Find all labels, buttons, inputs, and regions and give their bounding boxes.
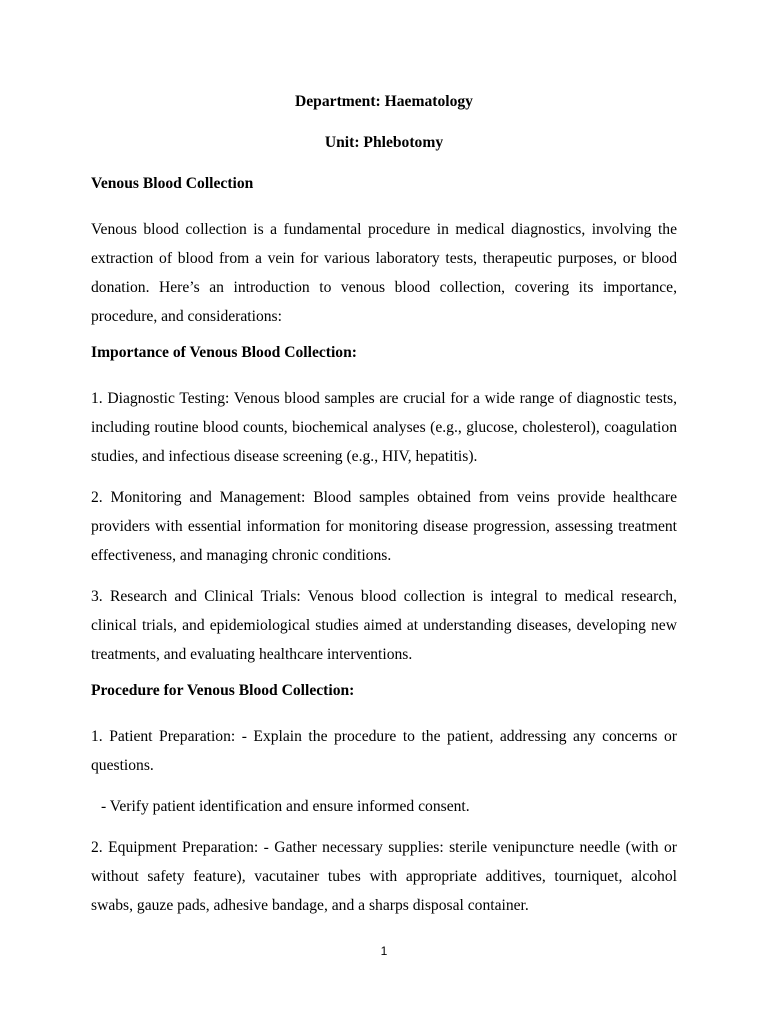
importance-item-research: 3. Research and Clinical Trials: Venous blood collection is integral to medical research, clinical trials, and epidemiological studies aimed at understanding diseases, developing new treatments, and evaluating healthcare interventions.: [91, 588, 677, 663]
procedure-item-verify-identification: - Verify patient identification and ensure informed consent.: [101, 798, 470, 815]
department-heading: Department: Haematology: [295, 93, 473, 110]
unit-heading: Unit: Phlebotomy: [324, 134, 444, 151]
procedure-heading: Procedure for Venous Blood Collection:: [91, 682, 355, 699]
intro-paragraph: Venous blood collection is a fundamental procedure in medical diagnostics, involving the extraction of blood from a vein for various laboratory tests, therapeutic purposes, or blood donation. Here’s an introduction to venous blood collection, covering its importance, procedure, and considerations:: [91, 221, 677, 325]
procedure-item-equipment-preparation: 2. Equipment Preparation: - Gather necessary supplies: sterile venipuncture needle (with or without safety feature), vacutainer tubes with appropriate additives, tourniquet, alcohol swabs, gauze pads, adhesive bandage, and a sharps disposal container.: [91, 839, 677, 914]
document-body: [91, 92, 677, 932]
importance-heading: Importance of Venous Blood Collection:: [91, 344, 357, 361]
importance-item-monitoring: 2. Monitoring and Management: Blood samples obtained from veins provide healthcare providers with essential information for monitoring disease progression, assessing treatment effectiveness, and managing chronic conditions.: [91, 489, 677, 564]
procedure-item-patient-preparation: 1. Patient Preparation: - Explain the procedure to the patient, addressing any concerns or questions.: [91, 728, 677, 774]
page-number: 1: [380, 944, 388, 958]
section-title: Venous Blood Collection: [91, 175, 254, 192]
importance-item-diagnostic: 1. Diagnostic Testing: Venous blood samples are crucial for a wide range of diagnostic tests, including routine blood counts, biochemical analyses (e.g., glucose, cholesterol), coagulation studies, and infectious disease screening (e.g., HIV, hepatitis).: [91, 390, 677, 465]
